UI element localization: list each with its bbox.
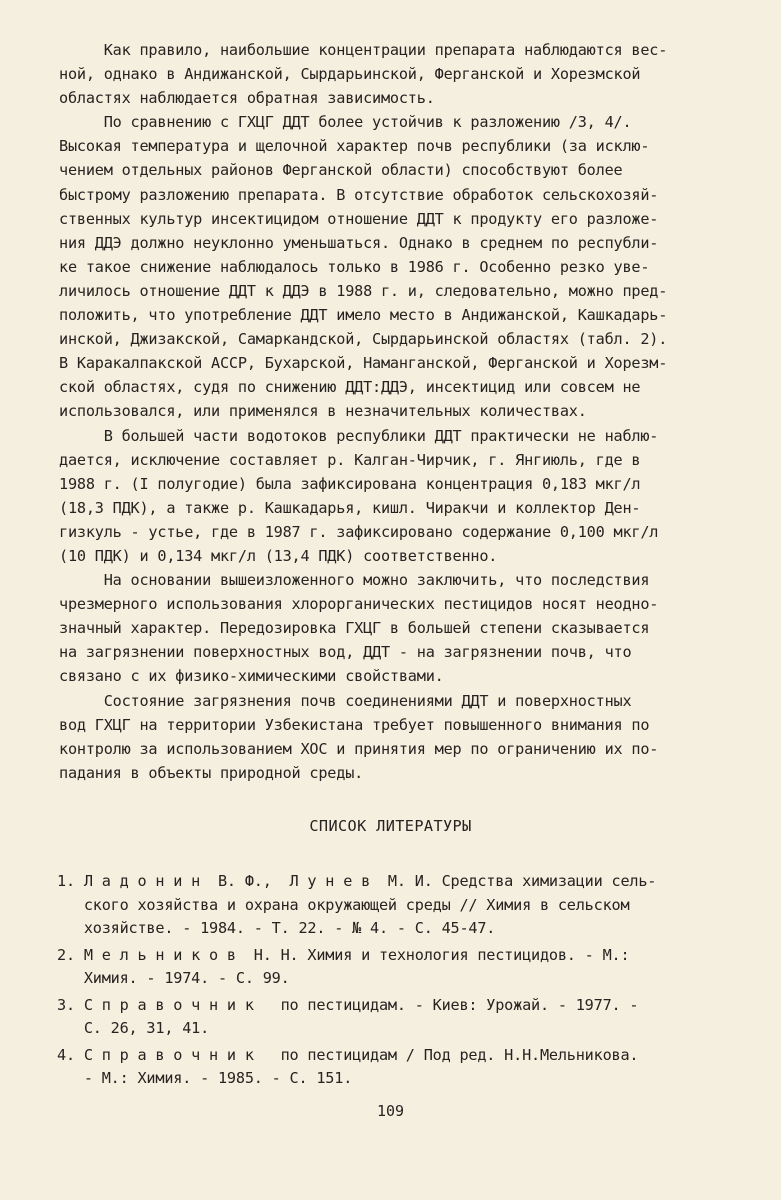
references-heading: СПИСОК ЛИТЕРАТУРЫ (309, 817, 472, 835)
reference-item (57, 944, 725, 991)
body-line: падания в объекты природной среды. (59, 763, 364, 782)
body-line: 1988 г. (I полугодие) была зафиксирована концентрация 0,183 мкг/л (59, 474, 641, 493)
body-line: вод ГХЦГ на территории Узбекистана требует повышенного внимания по (59, 715, 650, 734)
body-line: инской, Джизакской, Самаркандской, Сырдарьинской областях (табл. 2). (59, 330, 668, 349)
body-line: ке такое снижение наблюдалось только в 1986 г. Особенно резко уве- (59, 257, 650, 276)
body-line: ния ДДЭ должно неуклонно уменьшаться. Однако в среднем по республи- (59, 233, 659, 252)
body-line: чрезмерного использования хлорорганических пестицидов носят неодно- (59, 595, 659, 614)
body-line: В Каракалпакской АССР, Бухарской, Наманганской, Ферганской и Хорезм- (59, 354, 668, 373)
body-line: ной, однако в Андижанской, Сырдарьинской, Ферганской и Хорезмской (59, 65, 641, 84)
body-line: на загрязнении поверхностных вод, ДДТ - на загрязнении почв, что (59, 643, 632, 662)
body-line: (18,3 ПДК), а также р. Кашкадарья, кишл. Чиракчи и коллектор Ден- (59, 498, 641, 517)
reference-item (57, 870, 725, 941)
body-text (59, 38, 727, 785)
body-line: ской областях, судя по снижению ДДТ:ДДЭ, инсектицид или совсем не (59, 378, 641, 397)
body-line: Высокая температура и щелочной характер почв республики (за исклю- (59, 137, 650, 156)
reference-line: 3. С п р а в о ч н и к по пестицидам. - Киев: Урожай. - 1977. - (57, 995, 639, 1014)
body-line: положить, что употребление ДДТ имело место в Андижанской, Кашкадарь- (59, 306, 668, 325)
body-line: На основании вышеизложенного можно заключить, что последствия (59, 571, 650, 590)
body-line: быстрому разложению препарата. В отсутствие обработок сельскохозяй- (59, 185, 659, 204)
reference-line: хозяйстве. - 1984. - Т. 22. - № 4. - С. 45-47. (57, 919, 496, 937)
body-line: чением отдельных районов Ферганской области) способствуют более (59, 161, 623, 180)
body-line: связано с их физико-химическими свойствами. (59, 667, 444, 686)
reference-line: 2. М е л ь н и к о в Н. Н. Химия и технология пестицидов. - М.: (57, 945, 630, 964)
reference-item (57, 1044, 725, 1091)
body-line: личилось отношение ДДТ к ДДЭ в 1988 г. и, следовательно, можно пред- (59, 281, 668, 300)
body-line: областях наблюдается обратная зависимость. (59, 89, 435, 108)
reference-line: - М.: Химия. - 1985. - С. 151. (57, 1069, 353, 1087)
body-line: контролю за использованием ХОС и принятия мер по ограничению их по- (59, 739, 659, 758)
reference-line: ского хозяйства и охрана окружающей среды // Химия в сельском (57, 895, 630, 914)
body-line: Состояние загрязнения почв соединениями ДДТ и поверхностных (59, 691, 632, 710)
reference-line: Химия. - 1974. - С. 99. (57, 969, 290, 987)
references-list (57, 870, 725, 1094)
page-number: 109 (376, 1102, 405, 1120)
body-line: гизкуль - устье, где в 1987 г. зафиксировано содержание 0,100 мкг/л (59, 522, 659, 541)
reference-item (57, 994, 725, 1041)
reference-line: 1. Л а д о н и н В. Ф., Л у н е в М. И. Средства химизации сель- (57, 872, 657, 890)
body-line: (10 ПДК) и 0,134 мкг/л (13,4 ПДК) соответственно. (59, 546, 498, 565)
body-line: В большей части водотоков республики ДДТ практически не наблю- (59, 426, 659, 445)
body-line: По сравнению с ГХЦГ ДДТ более устойчив к разложению /3, 4/. (59, 113, 632, 132)
body-line: значный характер. Передозировка ГХЦГ в большей степени сказывается (59, 619, 650, 638)
body-line: использовался, или применялся в незначительных количествах. (59, 402, 587, 421)
reference-line: 4. С п р а в о ч н и к по пестицидам / Под ред. Н.Н.Мельникова. (57, 1045, 639, 1064)
body-line: ственных культур инсектицидом отношение ДДТ к продукту его разложе- (59, 209, 659, 228)
reference-line: С. 26, 31, 41. (57, 1019, 210, 1037)
body-line: Как правило, наибольшие концентрации препарата наблюдаются вес- (59, 41, 668, 59)
body-line: дается, исключение составляет р. Калган-Чирчик, г. Янгиюль, где в (59, 450, 641, 469)
